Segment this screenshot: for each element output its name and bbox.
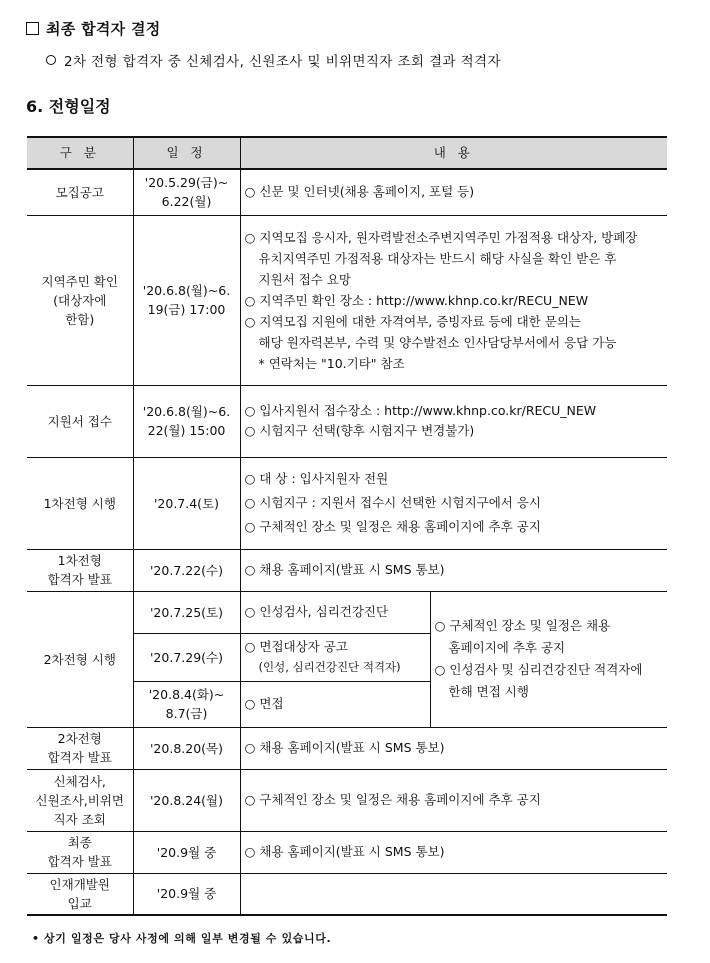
- row-category: 모집공고: [27, 169, 133, 215]
- header-content: 내 용: [240, 137, 667, 169]
- row-date: '20.9월 중: [133, 831, 240, 873]
- row-date: '20.8.4(화)~ 8.7(금): [133, 681, 240, 727]
- row-category: 지역주민 확인 (대상자에 한함): [27, 215, 133, 385]
- row-category: 1차전형 합격자 발표: [27, 549, 133, 591]
- table-row: [27, 873, 667, 915]
- row-content: ○ 지역모집 응시자, 원자력발전소주변지역주민 가점적용 대상자, 방폐장 유치지역주민 가점적용 대상자는 반드시 해당 사실을 확인 받은 후 지원서 접수 요망 ○ 지역주민 확인 장소 : http://www.khnp.co.kr/RECU_NEW ○ 지역모집 지원에 대한 자격여부, 증빙자료 등에 대한 문의는 해당 원자력본부, 수력 및 양수발전소 인사담당부서에서 응답 가능 * 연락처는 "10.기타" 참조: [240, 215, 667, 385]
- final-selection-heading-text: 최종 합격자 결정: [46, 20, 161, 38]
- table-row: [27, 385, 667, 457]
- final-selection-criterion-text: 2차 전형 합격자 중 신체검사, 신원조사 및 비위면직자 조회 결과 적격자: [64, 54, 501, 70]
- row-category: 최종 합격자 발표: [27, 831, 133, 873]
- row-category: 신체검사, 신원조사,비위면 직자 조회: [27, 769, 133, 831]
- checkbox-square-icon: [26, 22, 39, 35]
- header-date: 일 정: [133, 137, 240, 169]
- row-category: 2차전형 시행: [27, 591, 133, 727]
- final-selection-heading: [26, 18, 161, 39]
- table-row: [27, 769, 667, 831]
- row-content: ○ 채용 홈페이지(발표 시 SMS 통보): [240, 831, 667, 873]
- row-content-empty: [240, 873, 667, 915]
- row-content: ○ 신문 및 인터넷(채용 홈페이지, 포털 등): [240, 169, 667, 215]
- row-category: 인재개발원 입교: [27, 873, 133, 915]
- stage2-shared-note: ○ 구체적인 장소 및 일정은 채용 홈페이지에 추후 공지 ○ 인성검사 및 심리건강진단 적격자에 한해 면접 시행: [430, 591, 667, 727]
- header-category: 구 분: [27, 137, 133, 169]
- row-content: ○ 입사지원서 접수장소 : http://www.khnp.co.kr/RECU_NEW ○ 시험지구 선택(향후 시험지구 변경불가): [240, 385, 667, 457]
- schedule-section-title: 6. 전형일정: [26, 97, 111, 116]
- table-row-stage2-a: [27, 591, 667, 633]
- row-date: '20.7.29(수): [133, 633, 240, 681]
- row-date: '20.7.4(토): [133, 457, 240, 549]
- row-content: ○ 면접: [240, 681, 430, 727]
- schedule-table-header-row: [27, 137, 667, 169]
- schedule-table: [27, 136, 667, 916]
- row-date: '20.8.24(월): [133, 769, 240, 831]
- row-category: 2차전형 합격자 발표: [27, 727, 133, 769]
- row-category: 지원서 접수: [27, 385, 133, 457]
- row-date: '20.6.8(월)~6. 19(금) 17:00: [133, 215, 240, 385]
- row-date: '20.9월 중: [133, 873, 240, 915]
- row-category: 1차전형 시행: [27, 457, 133, 549]
- row-content: ○ 인성검사, 심리건강진단: [240, 591, 430, 633]
- row-content: ○ 대 상 : 입사지원자 전원 ○ 시험지구 : 지원서 접수시 선택한 시험지구에서 응시 ○ 구체적인 장소 및 일정은 채용 홈페이지에 추후 공지: [240, 457, 667, 549]
- row-content: ○ 채용 홈페이지(발표 시 SMS 통보): [240, 727, 667, 769]
- row-content: ○ 채용 홈페이지(발표 시 SMS 통보): [240, 549, 667, 591]
- table-row: [27, 727, 667, 769]
- row-date: '20.7.25(토): [133, 591, 240, 633]
- final-selection-criterion: [46, 50, 501, 70]
- table-row: [27, 831, 667, 873]
- hollow-circle-icon: [46, 55, 56, 65]
- row-content: ○ 구체적인 장소 및 일정은 채용 홈페이지에 추후 공지: [240, 769, 667, 831]
- row-content: ○ 면접대상자 공고 (인성, 심리건강진단 적격자): [240, 633, 430, 681]
- table-row: [27, 215, 667, 385]
- row-date: '20.5.29(금)~ 6.22(월): [133, 169, 240, 215]
- row-date: '20.6.8(월)~6. 22(월) 15:00: [133, 385, 240, 457]
- row-date: '20.7.22(수): [133, 549, 240, 591]
- table-row: [27, 549, 667, 591]
- schedule-change-note: • 상기 일정은 당사 사정에 의해 일부 변경될 수 있습니다.: [32, 932, 332, 945]
- table-row: [27, 457, 667, 549]
- table-row: [27, 169, 667, 215]
- row-date: '20.8.20(목): [133, 727, 240, 769]
